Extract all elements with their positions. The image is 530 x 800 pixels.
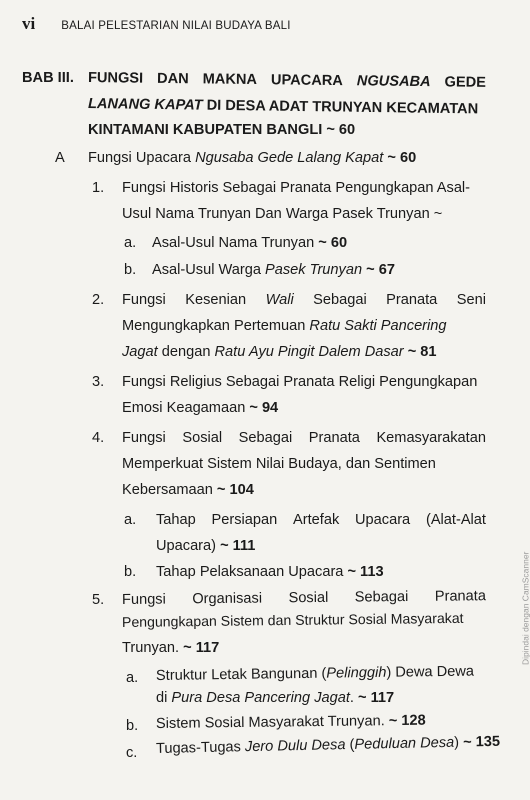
item-5c-text: Tugas-Tugas Jero Dulu Desa (Peduluan Desa) ~ 135 xyxy=(155,733,501,757)
item-5-line-3: Trunyan. ~ 117 xyxy=(122,640,220,656)
item-3-line-2: Emosi Keagamaan ~ 94 xyxy=(122,400,279,416)
item-4b-letter: b. xyxy=(124,564,137,580)
item-3-number: 3. xyxy=(92,374,105,390)
item-4-line-1: Fungsi Sosial Sebagai Pranata Kemasyarakatan xyxy=(122,430,486,446)
item-5-line-1: Fungsi Organisasi Sosial Sebagai Pranata xyxy=(121,588,487,608)
item-5a-line-2: di Pura Desa Pancering Jagat. ~ 117 xyxy=(156,690,395,706)
item-5-number: 5. xyxy=(92,592,105,608)
item-5a-line-1: Struktur Letak Bangunan (Pelinggih) Dewa Dewa xyxy=(155,663,475,684)
item-1-line-2: Usul Nama Trunyan Dan Warga Pasek Trunyan ~ xyxy=(122,206,443,222)
item-1b-text: Asal-Usul Warga Pasek Trunyan ~ 67 xyxy=(152,262,395,278)
item-2-line-1: Fungsi Kesenian Wali Sebagai Pranata Seni xyxy=(122,292,486,308)
item-4-number: 4. xyxy=(92,430,105,446)
section-a-letter: A xyxy=(55,150,65,166)
page-header xyxy=(22,14,291,34)
item-4a-line-2: Upacara) ~ 111 xyxy=(156,538,256,554)
item-1-number: 1. xyxy=(92,180,105,196)
running-title: BALAI PELESTARIAN NILAI BUDAYA BALI xyxy=(61,20,291,32)
item-5a-letter: a. xyxy=(126,670,139,686)
chapter-label: BAB III. xyxy=(22,70,74,86)
page-number: vi xyxy=(22,14,36,33)
item-5c-letter: c. xyxy=(126,745,138,761)
item-1a-text: Asal-Usul Nama Trunyan ~ 60 xyxy=(152,235,348,251)
chapter-title-line-3: KINTAMANI KABUPATEN BANGLI ~ 60 xyxy=(88,122,356,138)
chapter-title-line-1: FUNGSI DAN MAKNA UPACARA NGUSABA GEDE xyxy=(87,70,487,91)
item-5-line-2: Pengungkapan Sistem dan Struktur Sosial Masyarakat xyxy=(121,609,464,630)
item-2-line-3: Jagat dengan Ratu Ayu Pingit Dalem Dasar ~ 81 xyxy=(122,344,437,360)
item-4b-text: Tahap Pelaksanaan Upacara ~ 113 xyxy=(156,564,384,580)
scanner-watermark: Dipindai dengan CamScanner xyxy=(520,551,530,665)
item-4-line-2: Memperkuat Sistem Nilai Budaya, dan Sentimen xyxy=(122,456,436,472)
chapter-title-line-2: LANANG KAPAT DI DESA ADAT TRUNYAN KECAMATAN xyxy=(87,96,479,118)
section-a-title: Fungsi Upacara Ngusaba Gede Lalang Kapat ~ 60 xyxy=(88,150,417,166)
item-5b-letter: b. xyxy=(126,718,139,734)
item-5b-text: Sistem Sosial Masyarakat Trunyan. ~ 128 xyxy=(155,712,426,732)
item-4a-letter: a. xyxy=(124,512,137,528)
item-2-number: 2. xyxy=(92,292,105,308)
item-2-line-2: Mengungkapkan Pertemuan Ratu Sakti Pancering xyxy=(122,318,447,334)
item-1b-letter: b. xyxy=(124,262,137,278)
item-4-line-3: Kebersamaan ~ 104 xyxy=(122,482,254,498)
item-3-line-1: Fungsi Religius Sebagai Pranata Religi Pengungkapan xyxy=(122,374,478,390)
item-4a-line-1: Tahap Persiapan Artefak Upacara (Alat-Alat xyxy=(156,512,486,528)
item-1-line-1: Fungsi Historis Sebagai Pranata Pengungkapan Asal- xyxy=(122,180,471,196)
item-1a-letter: a. xyxy=(124,235,137,251)
